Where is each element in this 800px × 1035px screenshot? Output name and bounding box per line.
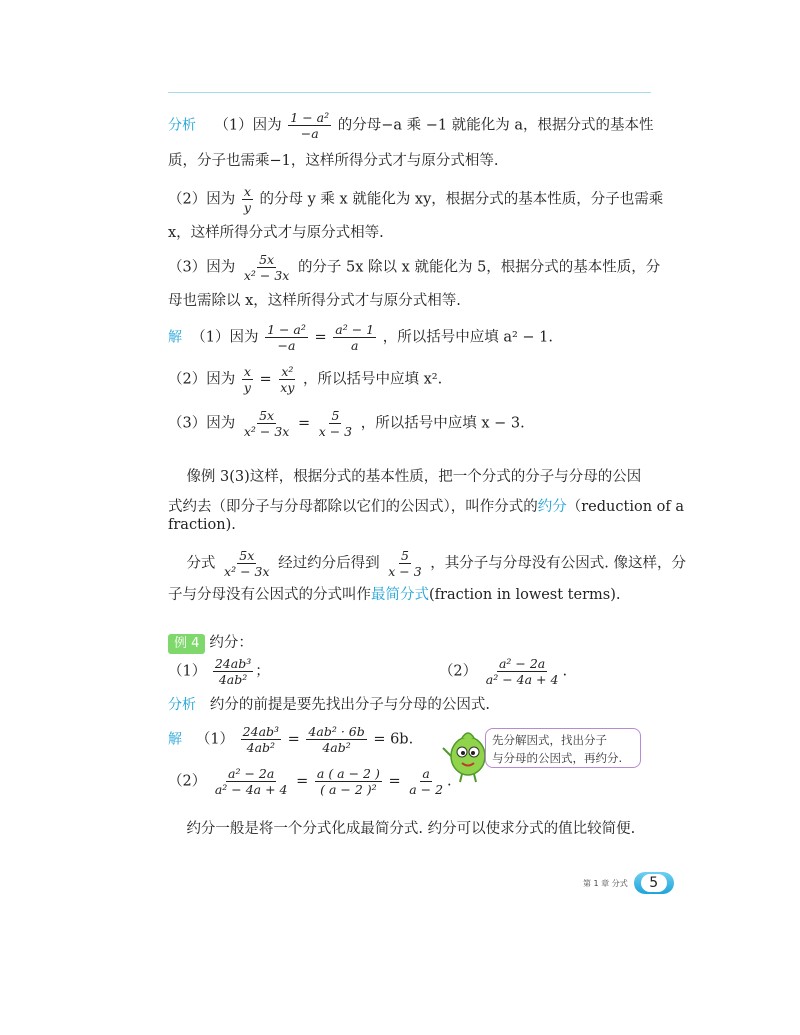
text: 式约去（即分子与分母都除以它们的公因式），叫作分式的 (168, 499, 538, 515)
numerator: a ( a − 2 ) (316, 766, 380, 781)
numerator: 24ab³ (242, 724, 280, 739)
fraction (242, 184, 253, 215)
text: 的分母−a 乘 −1 就能化为 a，根据分式的基本性 (337, 117, 654, 134)
denominator: 4ab² (218, 672, 248, 687)
numerator: a² − 2a (498, 656, 546, 671)
hint-line-1: 先分解因式，找出分子 (492, 733, 607, 747)
term-lowest-terms: 最简分式 (371, 587, 429, 603)
solution-3 (168, 408, 658, 439)
denominator: x − 3 (388, 564, 422, 579)
item-index: （1） (168, 663, 207, 680)
chapter-label: 第 1 章 分式 (583, 878, 628, 888)
numerator: 1 − a² (267, 322, 306, 337)
text: ，所以括号中应填 a² − 1. (382, 329, 554, 346)
fraction (242, 252, 291, 283)
page-number: 5 (641, 874, 667, 892)
denominator: x − 3 (318, 424, 353, 439)
fraction (333, 322, 376, 353)
denominator: a² − 4a + 4 (485, 672, 559, 687)
para-2-line-2 (168, 580, 658, 610)
numerator: a² − 2a (228, 766, 275, 781)
denominator: 4ab² (246, 740, 276, 755)
text: 像例 3(3)这样，根据分式的基本性质，把一个分式的分子与分母的公因 (186, 469, 642, 485)
closing-sentence (168, 814, 658, 844)
denominator: y (243, 200, 251, 215)
example-4-title (168, 628, 658, 658)
denominator: 4ab² (322, 740, 351, 755)
text: ，其分子与分母没有公因式. 像这样，分 (430, 555, 687, 572)
denominator: x² − 3x (243, 268, 290, 283)
numerator: 5 (331, 408, 340, 423)
text: = 6b. (373, 731, 414, 748)
text: 经过约分后得到 (278, 555, 380, 572)
analysis-2-line-2: x，这样所得分式才与原分式相等. (168, 225, 384, 241)
text: ，所以括号中应填 x². (303, 371, 443, 388)
text: (fraction in lowest terms). (429, 587, 621, 603)
text: ，所以括号中应填 x − 3. (360, 415, 525, 432)
equals-sign: = (296, 773, 309, 790)
fraction (315, 766, 382, 797)
text: 约分一般是将一个分式化成最简分式. 约分可以使求分式的值比较简便. (186, 821, 636, 837)
hint-line-2: 与分母的公因式，再约分. (492, 751, 623, 765)
item-index: （1） (195, 731, 235, 748)
numerator: a² − 1 (335, 322, 375, 337)
fraction (278, 364, 296, 395)
para-2-line-1 (168, 548, 687, 579)
solution-label: 解 (168, 731, 182, 748)
numerator: 24ab³ (214, 656, 252, 671)
example-4-solution-2 (168, 766, 658, 797)
header-rule (168, 92, 651, 93)
fraction (213, 766, 290, 797)
text: 分式 (186, 555, 216, 572)
fraction (484, 656, 561, 687)
fraction (241, 724, 281, 755)
para-1-line-3: fraction). (168, 517, 236, 533)
text: （2）因为 (168, 191, 236, 208)
denominator: −a (300, 126, 319, 141)
numerator: x (243, 184, 251, 199)
solution-label: 解 (168, 329, 182, 346)
para-1-line-1 (168, 462, 658, 492)
equals-sign: = (388, 773, 401, 790)
text: 的分子 5x 除以 x 就能化为 5，根据分式的基本性质，分 (297, 259, 661, 276)
fraction (213, 656, 253, 687)
denominator: y (243, 380, 251, 395)
numerator: 5 (400, 548, 409, 563)
fraction (242, 364, 253, 395)
analysis-3-line-2: 母也需除以 x，这样所得分式才与原分式相等. (168, 293, 461, 309)
denominator: x² − 3x (243, 424, 290, 439)
numerator: 5x (239, 548, 255, 563)
solution-1 (168, 322, 658, 353)
denominator: a − 2 (409, 782, 444, 797)
hint-bubble (485, 728, 641, 768)
text: （2）因为 (168, 371, 236, 388)
equals-sign: = (259, 371, 272, 388)
equals-sign: = (297, 415, 311, 432)
example-4-analysis (168, 690, 658, 720)
analysis-3-line-1 (168, 252, 661, 283)
fraction (386, 548, 423, 579)
example-badge: 例 4 (168, 634, 205, 654)
text: （3）因为 (168, 259, 236, 276)
item-index: （2） (438, 663, 478, 680)
text: ； (255, 663, 270, 680)
text: （3）因为 (168, 415, 236, 432)
numerator: a (422, 766, 430, 781)
numerator: 1 − a² (290, 110, 330, 125)
text: . (447, 773, 452, 790)
text: 因为 (252, 117, 282, 134)
numerator: 5x (259, 408, 275, 423)
analysis-label: 分析 (168, 117, 196, 134)
solution-2 (168, 364, 658, 395)
fraction (306, 724, 366, 755)
fraction (288, 110, 331, 141)
text: （1）因为 (191, 329, 259, 346)
analysis-line-2: 质，分子也需乘−1，这样所得分式才与原分式相等. (168, 153, 499, 169)
item-index: （2） (168, 773, 207, 790)
example-4-items (168, 656, 658, 687)
analysis-line-1 (168, 110, 658, 141)
fraction (222, 548, 271, 579)
text: . (562, 663, 568, 680)
text: 约分： (209, 635, 253, 651)
fraction (242, 408, 291, 439)
fraction (317, 408, 354, 439)
analysis-label: 分析 (168, 697, 196, 713)
denominator: a² − 4a + 4 (214, 782, 288, 797)
numerator: 4ab² · 6b (308, 724, 365, 739)
text: （reduction of a (566, 499, 684, 515)
denominator: −a (277, 338, 296, 353)
numerator: x² (281, 364, 294, 379)
analysis-2-line-1 (168, 184, 664, 215)
text: 约分的前提是要先找出分子与分母的公因式. (209, 697, 490, 713)
item-index: （1） (214, 117, 253, 134)
denominator: a (350, 338, 359, 353)
numerator: x (243, 364, 251, 379)
denominator: ( a − 2 )² (320, 782, 377, 797)
denominator: xy (280, 380, 295, 395)
fraction (265, 322, 308, 353)
numerator: 5x (259, 252, 275, 267)
denominator: x² − 3x (224, 564, 270, 579)
equals-sign: = (314, 329, 327, 346)
text: 子与分母没有公因式的分式叫作 (168, 587, 371, 603)
page-footer (583, 872, 674, 894)
term-reduction: 约分 (537, 499, 567, 515)
page-number-badge (634, 872, 674, 894)
equals-sign: = (287, 731, 300, 748)
text: 的分母 y 乘 x 就能化为 xy，根据分式的基本性质，分子也需乘 (259, 191, 664, 208)
